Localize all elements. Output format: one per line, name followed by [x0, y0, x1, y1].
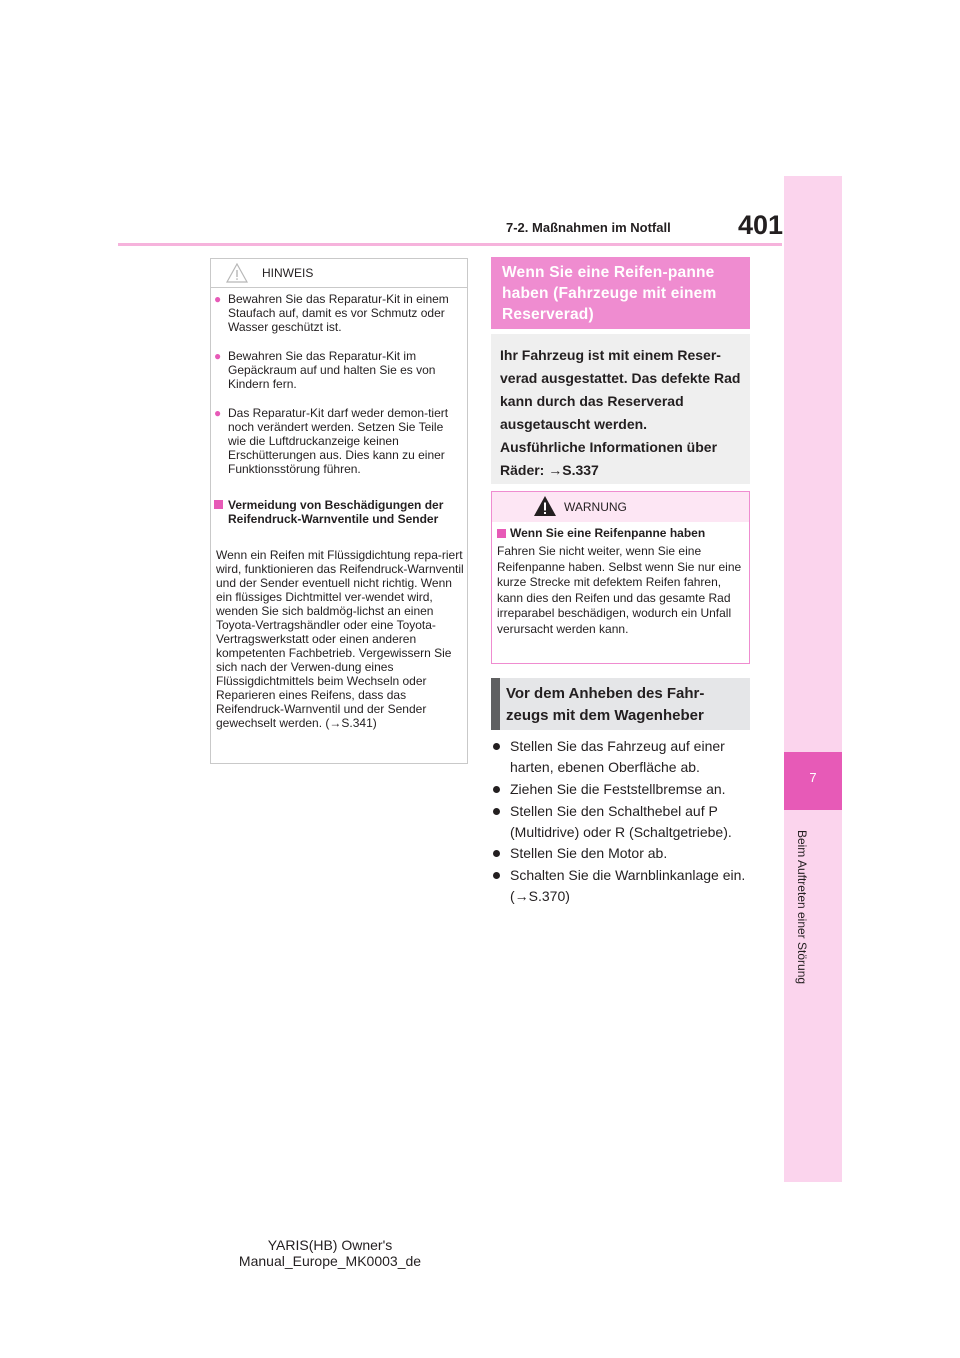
list-item [493, 865, 755, 907]
list-item-text: Ziehen Sie die Feststellbremse an. [510, 781, 726, 797]
bullet-dot-icon [493, 743, 500, 750]
bullet-dot-icon [493, 850, 500, 857]
notice-subheading [214, 498, 462, 526]
bullet-dot-icon [493, 786, 500, 793]
chapter-number: 7 [809, 770, 817, 785]
jack-heading: Vor dem Anheben des Fahr-zeugs mit dem Wagenheber [506, 685, 705, 724]
list-item-text: Stellen Sie den Schalthebel auf P (Multidrive) oder R (Schaltgetriebe). [510, 803, 732, 840]
bullet-circle-icon: ● [214, 292, 222, 306]
notice-header [211, 259, 467, 288]
list-item [493, 779, 755, 800]
spare-wheel-info-text: Ihr Fahrzeug ist mit einem Reser-verad ausgestattet. Das defekte Rad kann durch das Reserverad ausgetauscht werden. [500, 347, 741, 432]
list-item-text: Schalten Sie die Warnblinkanlage ein. (→S.370) [510, 867, 746, 904]
notice-item [214, 349, 462, 391]
section-title: 7-2. Maßnahmen im Notfall [506, 220, 671, 235]
notice-item-text: Das Reparatur-Kit darf weder demon-tiert noch verändert werden. Setzen Sie Teile wie die Luftdruckanzeige keinen Erschütterungen aus. Dies kann zu einer Funktionsstörung führen. [228, 406, 449, 476]
notice-item [214, 406, 462, 476]
footer-document-id: YARIS(HB) Owner's Manual_Europe_MK0003_de [238, 1237, 422, 1269]
bullet-circle-icon: ● [214, 349, 222, 363]
chapter-label: Beim Auftreten einer Störung [795, 829, 809, 985]
warning-body: Fahren Sie nicht weiter, wenn Sie eine Reifenpanne haben. Selbst wenn Sie nur eine kurze Strecke mit defektem Reifen fahren, kann dies den Reifen und das gesamte Rad irreparabel beschädigen, wodurch ein Unfall verursacht werden kann. [497, 544, 742, 636]
spare-wheel-info-reference: Ausführliche Informationen über Räder: →S.337 [500, 439, 718, 478]
jack-heading-bar [491, 678, 500, 730]
bullet-dot-icon [493, 808, 500, 815]
chapter-side-tab [784, 176, 842, 1182]
caution-triangle-outline-icon [226, 263, 248, 288]
bullet-square-icon [497, 529, 506, 538]
warning-subheading: Wenn Sie eine Reifenpanne haben [510, 526, 706, 540]
notice-title: HINWEIS [262, 266, 314, 280]
bullet-square-icon [214, 500, 223, 509]
bullet-circle-icon: ● [214, 406, 222, 420]
warning-triangle-filled-icon [533, 495, 557, 522]
notice-subheading-text: Vermeidung von Beschädigungen der Reifendruck-Warnventile und Sender [228, 498, 444, 526]
notice-item-text: Bewahren Sie das Reparatur-Kit im Gepäckraum auf und halten Sie es von Kindern fern. [228, 349, 436, 391]
list-item [493, 801, 755, 843]
list-item [493, 843, 755, 864]
spare-wheel-heading: Wenn Sie eine Reifen-panne haben (Fahrzeuge mit einem Reserverad) [502, 264, 717, 323]
page-number: 401 [738, 210, 784, 240]
notice-item-text: Bewahren Sie das Reparatur-Kit in einem Staufach auf, damit es vor Schmutz oder Wasser geschützt ist. [228, 292, 449, 334]
header-divider [118, 243, 782, 246]
warning-title: WARNUNG [564, 500, 627, 514]
list-item [493, 736, 755, 778]
spare-wheel-info [500, 344, 744, 482]
notice-item [214, 292, 462, 334]
list-item-text: Stellen Sie das Fahrzeug auf einer harten, ebenen Oberfläche ab. [510, 738, 725, 775]
notice-paragraph: Wenn ein Reifen mit Flüssigdichtung repa-riert wird, funktionieren das Reifendruck-Warnventil und der Sender eventuell nicht richtig. Wenn ein flüssiges Dichtmittel ver-wendet wird, wenden Sie sich baldmög-lichst an einen Toyota-Vertragshändler oder eine Toyota-Vertragswerkstatt oder einen anderen kompetenten Fachbetrieb. Vergewissern Sie sich nach der Verwen-dung eines Flüssigdichtmittels beim Wechseln oder Reparieren eines Reifens, dass das Reifendruck-Warnventil und der Sender gewechselt werden. (→S.341) [216, 548, 464, 730]
bullet-dot-icon [493, 872, 500, 879]
list-item-text: Stellen Sie den Motor ab. [510, 845, 668, 861]
